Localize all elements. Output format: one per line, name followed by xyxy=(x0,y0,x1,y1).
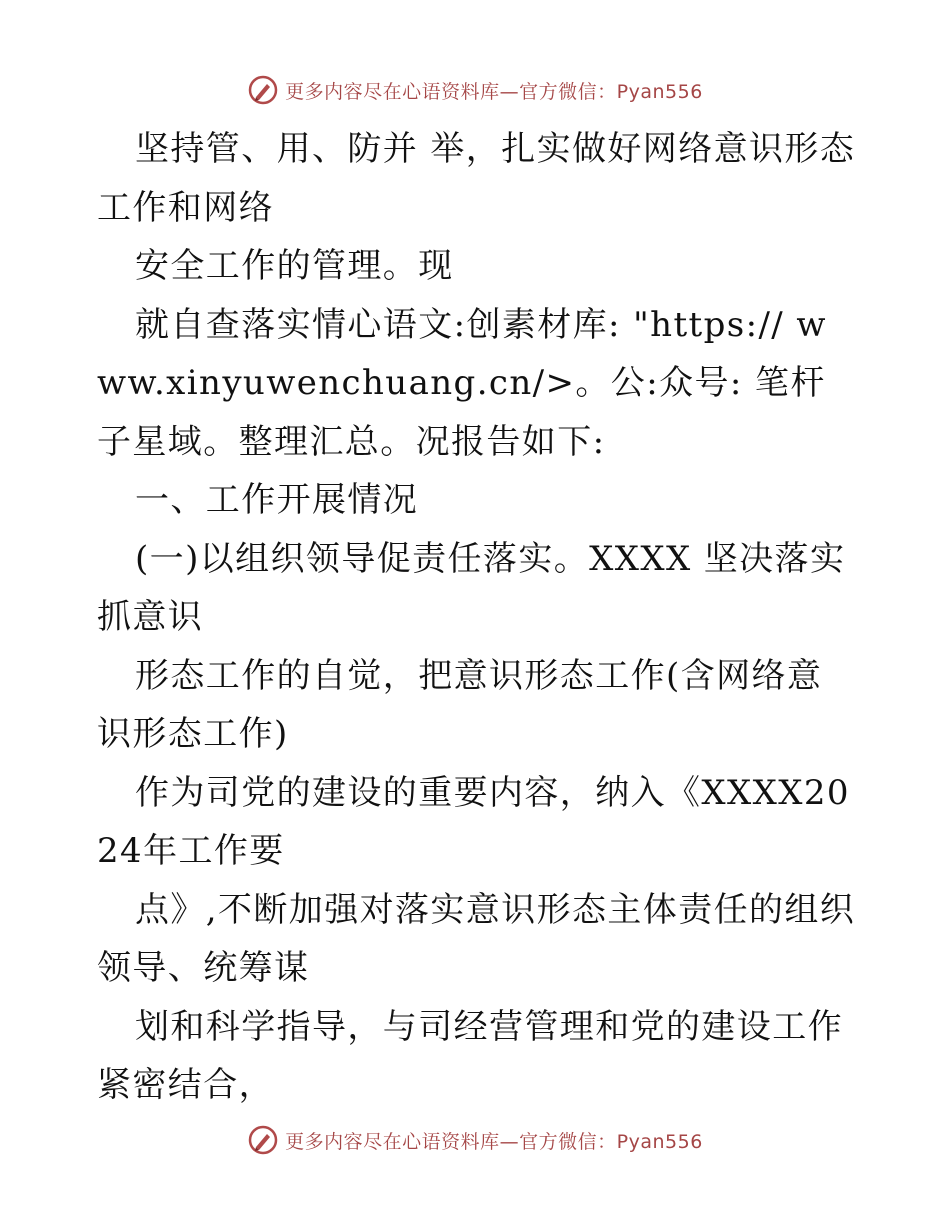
watermark-banner-top xyxy=(0,70,950,110)
watermark-banner-bottom xyxy=(0,1120,950,1160)
paragraph: 就自查落实情心语文:创素材库: "https:// www.xinyuwenchuang.cn/>。公:众号: 笔杆子星域。整理汇总。况报告如下: xyxy=(97,304,827,462)
document-body xyxy=(97,120,857,1115)
paragraph: 形态工作的自觉，把意识形态工作(含网络意识形态工作) xyxy=(97,655,823,754)
watermark-text: 更多内容尽在心语资料库—官方微信：Pyan556 xyxy=(285,80,703,103)
section-heading: 一、工作开展情况 xyxy=(135,480,419,520)
paragraph: 划和科学指导，与司经营管理和党的建设工作紧密结合， xyxy=(97,1006,843,1105)
pen-logo-icon xyxy=(247,74,279,106)
paragraph: 点》,不断加强对落实意识形态主体责任的组织领导、统筹谋 xyxy=(97,889,856,988)
watermark-text: 更多内容尽在心语资料库—官方微信：Pyan556 xyxy=(285,1130,703,1153)
pen-logo-icon xyxy=(247,1124,279,1156)
paragraph: 安全工作的管理。现 xyxy=(135,246,454,286)
paragraph: 坚持管、用、防并 举，扎实做好网络意识形态工作和网络 xyxy=(97,129,856,228)
paragraph: 作为司党的建设的重要内容，纳入《XXXX2024年工作要 xyxy=(97,772,850,871)
paragraph: (一)以组织领导促责任落实。XXXX 坚决落实抓意识 xyxy=(97,538,846,637)
